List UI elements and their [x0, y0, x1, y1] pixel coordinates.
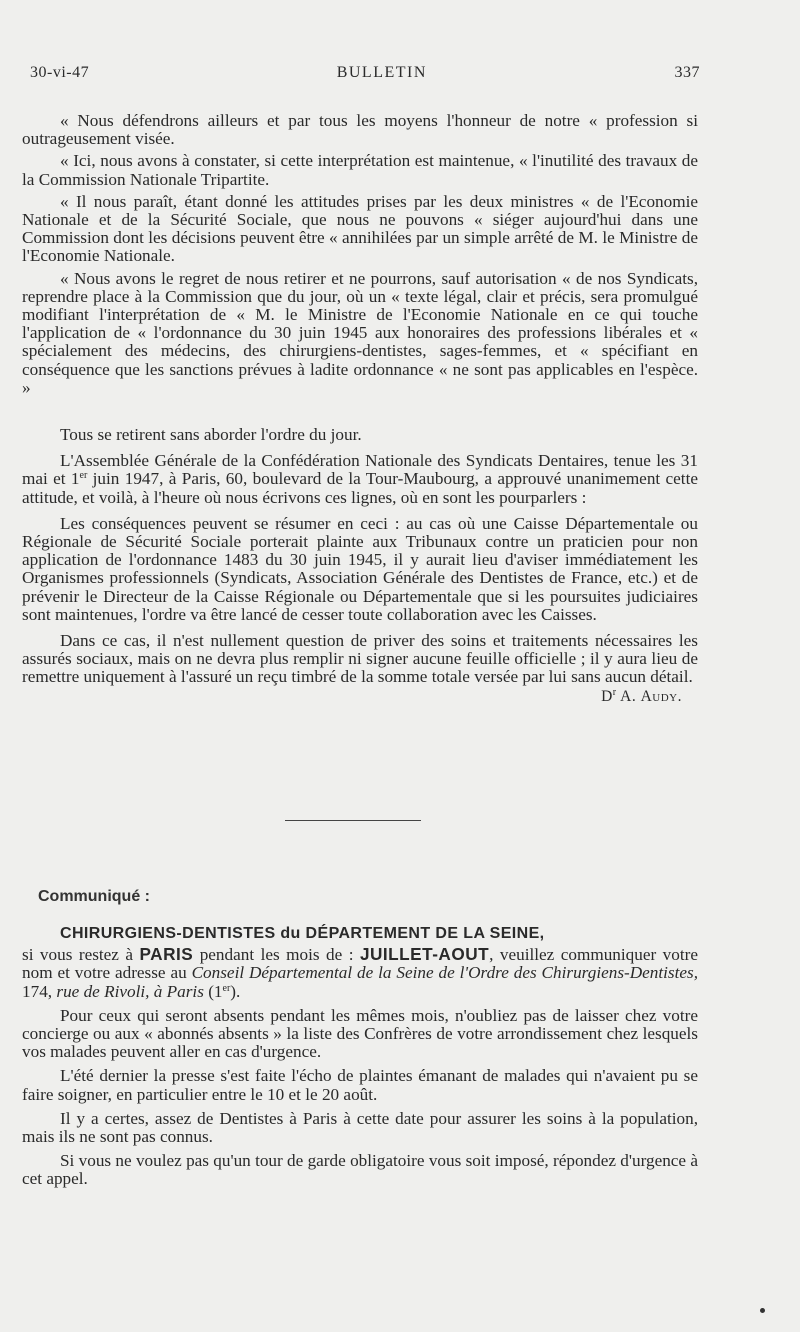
article-body — [22, 426, 698, 706]
quote-paragraph: « Nous avons le regret de nous retirer et ne pourrons, sauf autorisation « de nos Syndicats, reprendre place à la Commission que du jour, où un « texte légal, clair et précis, sera promulgué modifiant l'interprétation de « M. le Ministre de l'Economie Nationale en ce qui touche l'application de « l'ordonnance du 30 juin 1945 aux honoraires des professions libérales et « spécialement des médecins, des chirurgiens-dentistes, sages-femmes, et « spécifiant en conséquence que les sanctions prévues à ladite ordonnance « ne sont pas applicables en l'espèce. » — [22, 268, 698, 397]
bulletin-title: BULLETIN — [336, 64, 427, 81]
communique-heading: CHIRURGIENS-DENTISTES du DÉPARTEMENT DE LA SEINE, — [60, 925, 545, 942]
communique-paragraph: Si vous ne voulez pas qu'un tour de garde obligatoire vous soit imposé, répondez d'urgence à cet appel. — [22, 1151, 698, 1189]
communique-label: Communiqué : — [38, 888, 150, 905]
page-number: 337 — [674, 64, 700, 81]
quoted-statement — [22, 112, 698, 397]
body-paragraph: Tous se retirent sans aborder l'ordre du jour. — [60, 425, 362, 444]
quote-paragraph: « Il nous paraît, étant donné les attitudes prises par les deux ministres « de l'Economie Nationale et de la Sécurité Sociale, que nous ne pouvons « siéger aujourd'hui dans une Commission dont les décisions peuvent être « annihilées par un simple arrêté de M. le Ministre de l'Economie Nationale. — [22, 191, 698, 266]
communique-body — [22, 925, 698, 1189]
body-paragraph: Dans ce cas, il n'est nullement question de priver des soins et traitements nécessaires les assurés sociaux, mais on ne devra plus remplir ni signer aucune feuille officielle ; il y aura lieu de remettre uniquement à l'assuré un reçu timbré de la somme totale versée par lui sans aucun détail. — [22, 631, 698, 687]
section-divider — [285, 820, 421, 821]
communique-paragraph: si vous restez à PARIS pendant les mois de : JUILLET-AOUT, veuillez communiquer votre nom et votre adresse au Conseil Départemental de la Seine de l'Ordre des Chirurgiens-Dentistes, 174, rue de Rivoli, à Paris (1er). — [22, 944, 698, 1001]
communique-paragraph: L'été dernier la presse s'est faite l'écho de plaintes émanant de malades qui n'avaient pu se faire soigner, en particulier entre le 10 et le 20 août. — [22, 1066, 698, 1104]
quote-paragraph: « Ici, nous avons à constater, si cette interprétation est maintenue, « l'inutilité des travaux de la Commission Nationale Tripartite. — [22, 151, 698, 189]
issue-date: 30-vi-47 — [30, 64, 90, 81]
communique-paragraph: Pour ceux qui seront absents pendant les mêmes mois, n'oubliez pas de laisser chez votre concierge ou aux « abonnés absents » la liste des Confrères de votre arrondissement chez lesquels vos malades peuvent aller en cas d'urgence. — [22, 1005, 698, 1062]
quote-paragraph: « Nous défendrons ailleurs et par tous les moyens l'honneur de notre « profession si outrageusement visée. — [22, 111, 698, 149]
body-paragraph: Les conséquences peuvent se résumer en ceci : au cas où une Caisse Départementale ou Régionale de Sécurité Sociale porterait plainte aux Tribunaux contre un praticien pour non application de l'ordonnance 1483 du 30 juin 1945, il y aurait lieu d'aviser immédiatement les Organismes professionnels (Syndicats, Association Générale des Dentistes de France, etc.) et de prévenir le Directeur de la Caisse Régionale ou Départementale que si les poursuites judiciaires sont maintenues, l'ordre va être lancé de cesser toute collaboration avec les Caisses. — [22, 513, 698, 624]
page-header — [30, 64, 700, 82]
communique-paragraph: Il y a certes, assez de Dentistes à Paris à cette date pour assurer les soins à la population, mais ils ne sont pas connus. — [22, 1108, 698, 1147]
ink-spot — [760, 1308, 765, 1313]
author-signature: $D^r$ A. Audy. — [601, 686, 682, 705]
body-paragraph: L'Assemblée Générale de la Confédération Nationale des Syndicats Dentaires, tenue les 31 mai et 1er juin 1947, à Paris, 60, boulevard de la Tour-Maubourg, a approuvé unanimement cette attitude, et voilà, à l'heure où nous écrivons ces lignes, où en sont les pourparlers : — [22, 451, 698, 507]
